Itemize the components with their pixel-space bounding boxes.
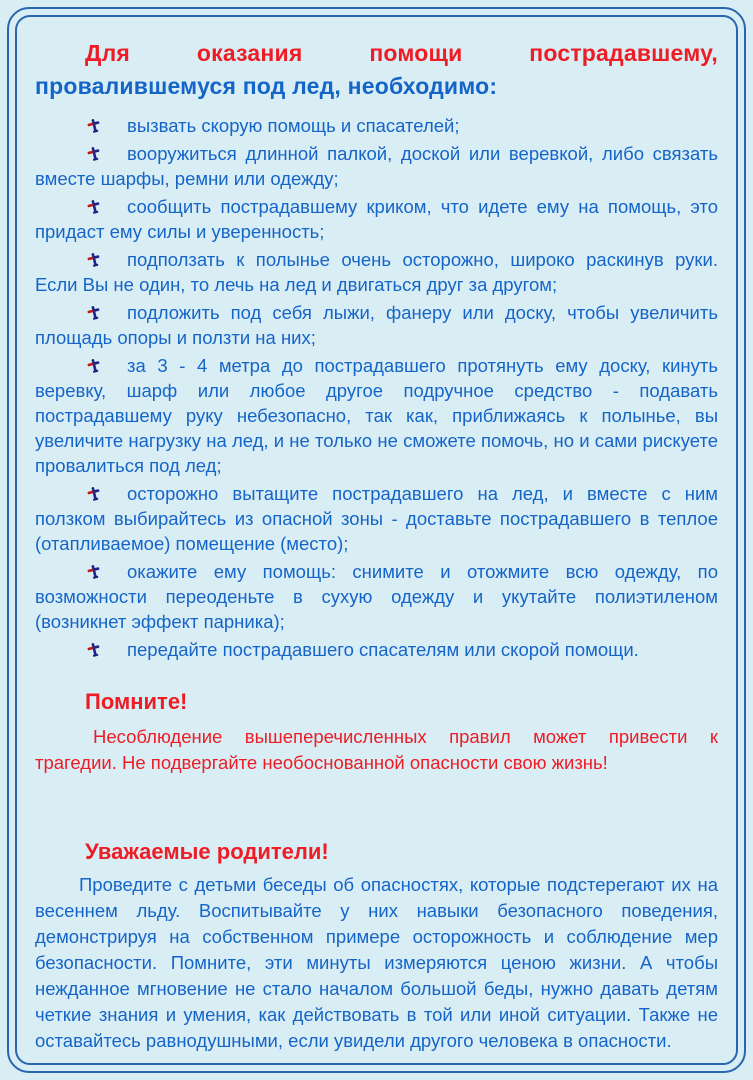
dagger-bullet-icon bbox=[85, 117, 102, 136]
list-item-text: подползать к полынье очень осторожно, широко раскинув руки. Если Вы не один, то лечь на лед и двигаться друг за другом; bbox=[35, 249, 718, 295]
dagger-bullet-icon bbox=[85, 485, 102, 504]
list-item bbox=[35, 481, 718, 556]
list-item bbox=[35, 353, 718, 478]
list-item-text: передайте пострадавшего спасателям или скорой помощи. bbox=[127, 639, 639, 660]
remember-paragraph: Несоблюдение вышеперечисленных правил может привести к трагедии. Не подвергайте необоснованной опасности свою жизнь! bbox=[35, 726, 718, 773]
dagger-bullet-icon bbox=[85, 145, 102, 164]
list-item-text: вооружиться длинной палкой, доской или веревкой, либо связать вместе шарфы, ремни или одежду; bbox=[35, 143, 718, 189]
list-item bbox=[35, 247, 718, 297]
parents-paragraph: Проведите с детьми беседы об опасностях, которые подстерегают их на весеннем льду. Воспитывайте у них навыки безопасного поведения, демонстрируя на собственном примере осторожность и соблюдение мер безопасности. Помните, эти минуты измеряются ценою жизни. А чтобы нежданное мгновение не стало началом большой беды, нужно давать детям четкие знания и умения, как действовать в той или иной ситуации. Также не оставайтесь равнодушными, если увидели другого человека в опасности. bbox=[35, 874, 718, 1051]
page-title bbox=[35, 37, 718, 103]
list-item bbox=[35, 194, 718, 244]
list-item-text: сообщить пострадавшему криком, что идете ему на помощь, это придаст ему силы и уверенность; bbox=[35, 196, 718, 242]
dagger-bullet-icon bbox=[85, 357, 102, 376]
list-item-text: окажите ему помощь: снимите и отожмите всю одежду, по возможности переоденьте в сухую одежду и укутайте полиэтиленом (возникнет эффект парника); bbox=[35, 561, 718, 632]
dagger-bullet-icon bbox=[85, 563, 102, 582]
list-item bbox=[35, 113, 718, 138]
list-item-text: вызвать скорую помощь и спасателей; bbox=[127, 115, 460, 136]
dagger-bullet-icon bbox=[85, 641, 102, 660]
list-item-text: подложить под себя лыжи, фанеру или доску, чтобы увеличить площадь опоры и ползти на них; bbox=[35, 302, 718, 348]
instructions-list bbox=[35, 113, 718, 662]
dagger-bullet-icon bbox=[85, 304, 102, 323]
list-item bbox=[35, 637, 718, 662]
list-item-text: за 3 - 4 метра до пострадавшего протянуть ему доску, кинуть веревку, шарф или любое другое подручное средство - подавать пострадавшему руку небезопасно, так как, приближаясь к полынье, вы увеличите нагрузку на лед, и не только не сможете помочь, но и сами рискуете провалиться под лед; bbox=[35, 355, 718, 476]
list-item bbox=[35, 559, 718, 634]
parents-heading: Уважаемые родители! bbox=[85, 839, 329, 864]
remember-heading: Помните! bbox=[85, 689, 188, 714]
list-item bbox=[35, 141, 718, 191]
dagger-bullet-icon bbox=[85, 198, 102, 217]
memo-content bbox=[17, 17, 736, 1063]
title-blue-part: провалившемуся под лед, необходимо: bbox=[35, 73, 498, 99]
list-item-text: осторожно вытащите пострадавшего на лед, и вместе с ним ползком выбирайтесь из опасной зоны - доставьте пострадавшего в теплое (отапливаемое) помещение (место); bbox=[35, 483, 718, 554]
title-red-part: Для оказания помощи пострадавшему, bbox=[85, 40, 718, 66]
list-item bbox=[35, 300, 718, 350]
dagger-bullet-icon bbox=[85, 251, 102, 270]
